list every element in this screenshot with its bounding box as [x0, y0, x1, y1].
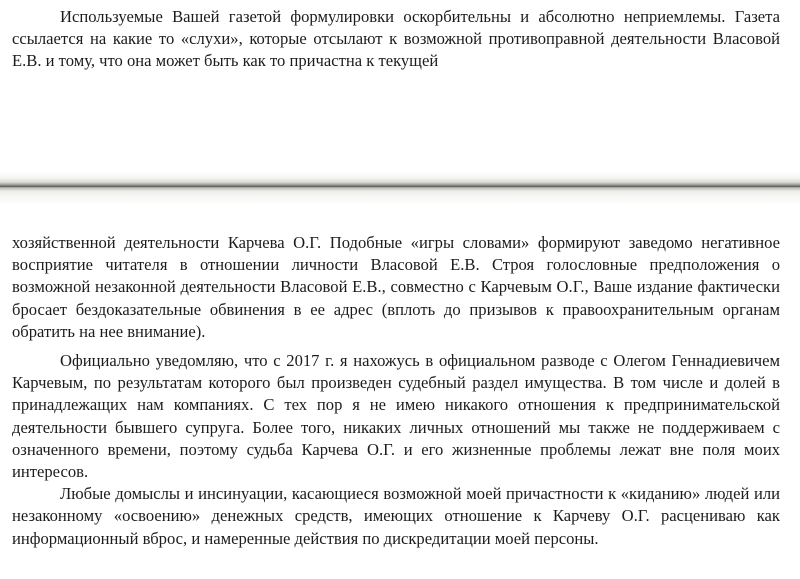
- paragraph-word-games: хозяйственной деятельности Карчева О.Г. Подобные «игры словами» формируют заведомо негативное восприятие читателя в отношении личности Власовой Е.В. Строя голословные предположения о возможной незаконной деятельности Власовой Е.В., совместно с Карчевым О.Г., Ваше издание фактически бросает бездоказательные обвинения в ее адрес (вплоть до призывов к правоохранительным органам обратить на нее внимание).: [12, 233, 780, 341]
- page-fold-seam: [0, 172, 800, 206]
- letter-bottom-section: [12, 232, 780, 550]
- letter-top-section: [12, 6, 780, 73]
- paragraph-offensive-wording: Используемые Вашей газетой формулировки оскорбительны и абсолютно неприемлемы. Газета ссылается на какие то «слухи», которые отсылают к возможной противоправной деятельности Власовой Е.В. и тому, что она может быть как то причастна к текущей: [12, 7, 780, 71]
- paragraph-insinuations: Любые домыслы и инсинуации, касающиеся возможной моей причастности к «киданию» людей или незаконному «освоению» денежных средств, имеющих отношение к Карчеву О.Г. расцениваю как информационный вброс, и намеренные действия по дискредитации моей персоны.: [12, 484, 780, 548]
- page-fold-line: [0, 186, 800, 187]
- paragraph-official-divorce-notice: Официально уведомляю, что с 2017 г. я нахожусь в официальном разводе с Олегом Геннадиевичем Карчевым, по результатам которого был произведен судебный раздел имущества. В том числе и долей в принадлежащих нам компаниях. С тех пор я не имею никакого отношения к предпринимательской деятельности бывшего супруга. Более того, никаких личных отношений мы также не поддерживаем с означенного времени, поэтому судьба Карчева О.Г. и его жизненные проблемы лежат вне поля моих интересов.: [12, 351, 780, 482]
